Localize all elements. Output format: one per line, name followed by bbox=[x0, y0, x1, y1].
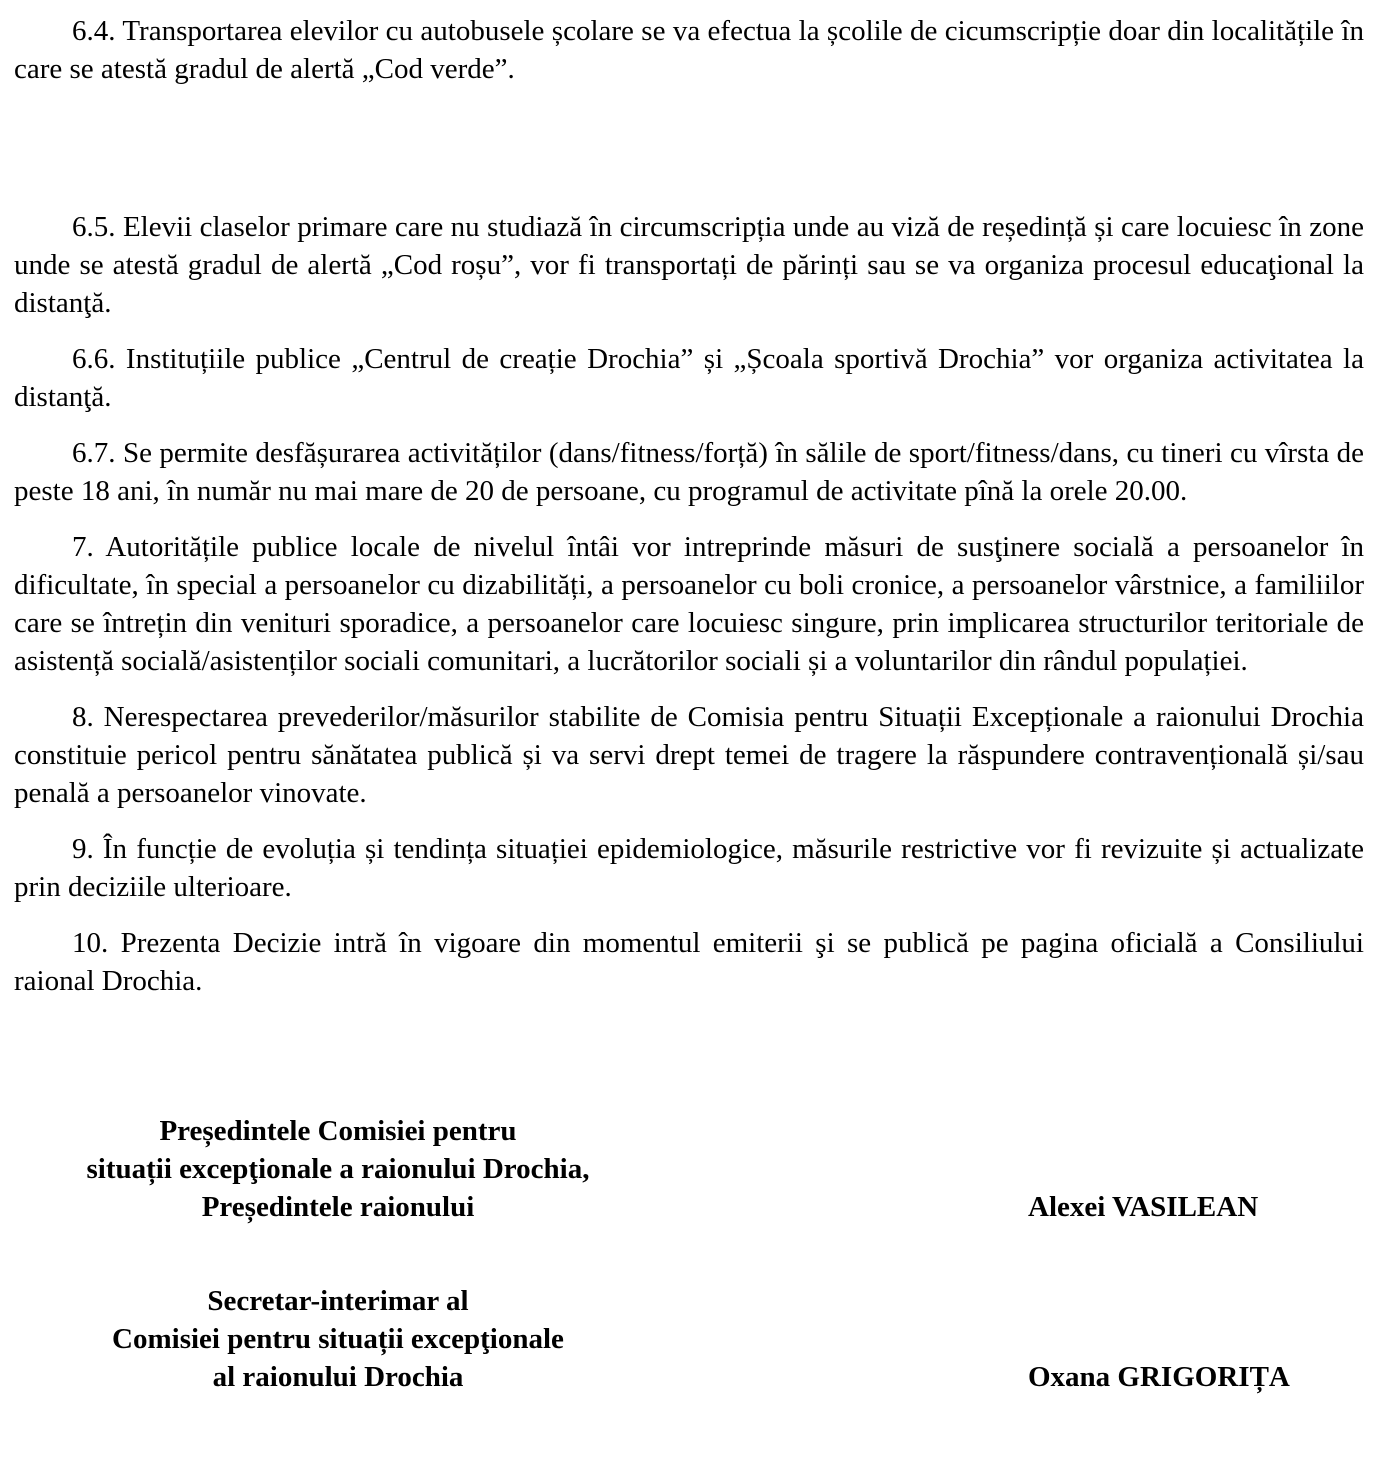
paragraph-6-4: 6.4. Transportarea elevilor cu autobusele școlare se va efectua la școlile de cicumscripție doar din localitățile în care se atestă gradul de alertă „Cod verde”. bbox=[14, 15, 1364, 85]
paragraph-6-7: 6.7. Se permite desfășurarea activităților (dans/fitness/forță) în sălile de sport/fitness/dans, cu tineri cu vîrsta de peste 18 ani, în număr nu mai mare de 20 de persoane, cu programul de activitate pînă la orele 20.00. bbox=[14, 437, 1364, 507]
signature-name-vasilean: Alexei VASILEAN bbox=[1028, 1191, 1259, 1223]
signature-block-president bbox=[14, 1112, 1364, 1226]
signature-title-secretary bbox=[14, 1282, 662, 1396]
signature-title-line: al raionului Drochia bbox=[212, 1361, 464, 1393]
signature-title-line: Secretar-interimar al bbox=[207, 1285, 469, 1317]
signature-section bbox=[14, 1112, 1364, 1396]
signature-block-secretary bbox=[14, 1282, 1364, 1396]
paragraph-10: 10. Prezenta Decizie intră în vigoare din momentul emiterii şi se publică pe pagina oficială a Consiliului raional Drochia. bbox=[14, 927, 1364, 997]
signature-title-president bbox=[14, 1112, 662, 1226]
paragraph-8: 8. Nerespectarea prevederilor/măsurilor stabilite de Comisia pentru Situații Excepționale a raionului Drochia constituie pericol pentru sănătatea publică și va servi drept temei de tragere la răspundere contravențională și/sau penală a persoanelor vinovate. bbox=[14, 701, 1364, 809]
signature-title-line: Comisiei pentru situații excepţionale bbox=[112, 1323, 564, 1355]
signature-title-line: situații excepţionale a raionului Drochia, bbox=[86, 1153, 590, 1185]
paragraph-6-5: 6.5. Elevii claselor primare care nu studiază în circumscripția unde au viză de reședință și care locuiesc în zone unde se atestă gradul de alertă „Cod roșu”, vor fi transportați de părinți sau se va organiza procesul educaţional la distanţă. bbox=[14, 211, 1364, 319]
paragraph-7: 7. Autoritățile publice locale de nivelul întâi vor intreprinde măsuri de susţinere socială a persoanelor în dificultate, în special a persoanelor cu dizabilități, a persoanelor cu boli cronice, a persoanelor vârstnice, a familiilor care se întrețin din venituri sporadice, a persoanelor care locuiesc singure, prin implicarea structurilor teritoriale de asistență socială/asistenților sociali comunitari, a lucrătorilor sociali și a voluntarilor din rândul populației. bbox=[14, 531, 1364, 677]
signature-title-line: Președintele Comisiei pentru bbox=[159, 1115, 517, 1147]
signature-title-line: Președintele raionului bbox=[201, 1191, 475, 1223]
signature-name-grigorita: Oxana GRIGORIȚA bbox=[1028, 1361, 1290, 1393]
paragraph-6-6: 6.6. Instituțiile publice „Centrul de creație Drochia” și „Școala sportivă Drochia” vor organiza activitatea la distanţă. bbox=[14, 343, 1364, 413]
paragraph-9: 9. În funcție de evoluția și tendința situației epidemiologice, măsurile restrictive vor fi revizuite și actualizate prin deciziile ulterioare. bbox=[14, 833, 1364, 903]
